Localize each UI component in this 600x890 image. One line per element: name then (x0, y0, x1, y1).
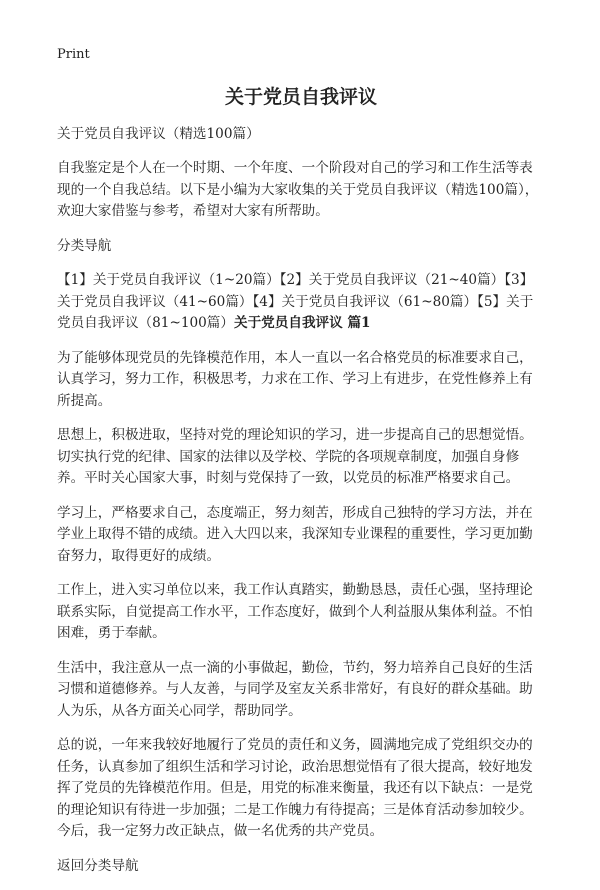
intro-paragraph: 自我鉴定是个人在一个时期、一个年度、一个阶段对自己的学习和工作生活等表现的一个自我总结。以下是小编为大家收集的关于党员自我评议（精选100篇），欢迎大家借鉴与参考，希望对大家有所帮助。 (57, 160, 539, 219)
body-paragraph: 为了能够体现党员的先锋模范作用，本人一直以一名合格党员的标准要求自己，认真学习，努力工作，积极思考，力求在工作、学习上有进步，在党性修养上有所提高。 (57, 349, 533, 409)
body-paragraph: 学习上，严格要求自己，态度端正，努力刻苦，形成自己独特的学习方法，并在学业上取得不错的成绩。进入大四以来，我深知专业课程的重要性，学习更加勤奋努力，取得更好的成绩。 (57, 504, 533, 564)
nav-link-1[interactable]: 【1】关于党员自我评议（1~20篇） (57, 272, 280, 288)
nav-heading: 分类导航 (57, 237, 112, 254)
body-paragraph: 生活中，我注意从一点一滴的小事做起，勤俭，节约，努力培养自己良好的生活习惯和道德修养。与人友善，与同学及室友关系非常好，有良好的群众基础。助人为乐，从各方面关心同学，帮助同学。 (57, 659, 533, 719)
category-nav (57, 270, 545, 335)
nav-link-4[interactable]: 【4】关于党员自我评议（61~80篇） (252, 293, 478, 310)
nav-link-5[interactable]: 【5】关于党员自我评议（81~100篇） (57, 293, 534, 331)
page-title: 关于党员自我评议 (224, 85, 377, 108)
subtitle: 关于党员自我评议（精选100篇） (57, 125, 260, 142)
print-label[interactable]: Print (57, 47, 90, 62)
body-paragraph: 思想上，积极进取，坚持对党的理论知识的学习，进一步提高自己的思想觉悟。切实执行党的纪律、国家的法律以及学校、学院的各项规章制度，加强自身修养。平时关心国家大事，时刻与党保持了一致，以党员的标准严格要求自己。 (57, 427, 533, 486)
body-paragraph: 总的说，一年来我较好地履行了党员的责任和义务，圆满地完成了党组织交办的任务，认真参加了组织生活和学习讨论，政治思想觉悟有了很大提高，较好地发挥了党员的先锋模范作用。但是，用党的标准来衡量，我还有以下缺点：一是党的理论知识有待进一步加强；二是工作魄力有待提高；三是体育活动参加较少。今后，我一定努力改正缺点，做一名优秀的共产党员。 (57, 737, 533, 839)
nav-link-2[interactable]: 【2】关于党员自我评议（21~40篇） (279, 272, 505, 288)
body-paragraph: 工作上，进入实习单位以来，我工作认真踏实，勤勤恳恳，责任心强，坚持理论联系实际，自觉提高工作水平，工作态度好，做到个人利益服从集体利益。不怕困难，勇于奉献。 (57, 582, 533, 641)
back-to-nav-link[interactable]: 返回分类导航 (57, 857, 139, 874)
section-title: 关于党员自我评议 篇1 (233, 315, 371, 331)
nav-link-3[interactable]: 【3】关于党员自我评议（41~60篇） (57, 272, 534, 310)
document-page (57, 44, 545, 890)
